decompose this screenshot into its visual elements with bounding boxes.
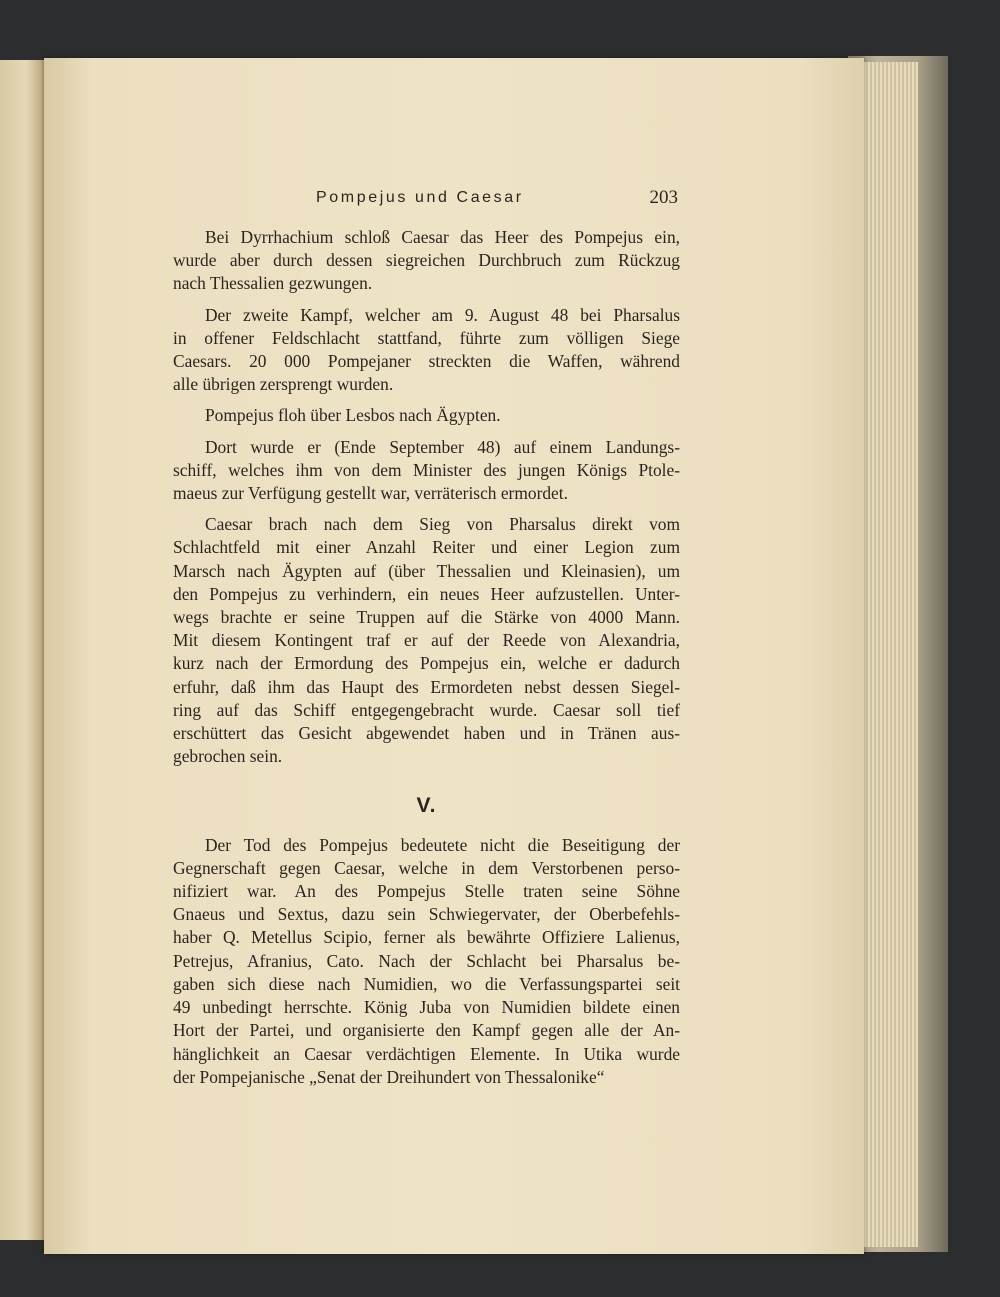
text-line: Petrejus, Afranius, Cato. Nach der Schlacht bei Pharsalus be- xyxy=(173,950,680,971)
text-line: Mit diesem Kontingent traf er auf der Reede von Alexandria, xyxy=(173,630,680,651)
text-line: alle übrigen zersprengt wurden. xyxy=(173,374,394,395)
text-line: der Pompejanische „Senat der Dreihundert von Thessalonike“ xyxy=(173,1066,605,1087)
text-line: wurde aber durch dessen siegreichen Durchbruch zum Rückzug xyxy=(173,250,680,271)
text-line: Caesars. 20 000 Pompejaner streckten die Waffen, während xyxy=(173,351,680,372)
paragraph-gap xyxy=(173,505,680,513)
text-line: Gnaeus und Sextus, dazu sein Schwiegervater, der Oberbefehls- xyxy=(173,904,680,925)
left-page-edge xyxy=(0,60,44,1240)
body-text xyxy=(173,226,680,1089)
text-line: maeus zur Verfügung gestellt war, verräterisch ermordet. xyxy=(173,483,568,504)
paragraph-gap xyxy=(173,428,680,436)
text-line: Der zweite Kampf, welcher am 9. August 48 bei Pharsalus xyxy=(205,304,680,325)
text-line: Der Tod des Pompejus bedeutete nicht die Beseitigung der xyxy=(205,834,680,855)
text-line: Hort der Partei, und organisierte den Kampf gegen alle der An- xyxy=(173,1020,680,1041)
text-line: nach Thessalien gezwungen. xyxy=(173,273,373,294)
text-line: schiff, welches ihm von dem Minister des jungen Königs Ptole- xyxy=(173,459,680,480)
paragraph xyxy=(173,304,680,397)
paragraph xyxy=(173,226,680,296)
paragraph xyxy=(173,513,680,768)
text-line: Marsch nach Ägypten auf (über Thessalien und Kleinasien), um xyxy=(173,560,680,581)
text-line: in offener Feldschlacht stattfand, führte zum völligen Siege xyxy=(173,327,680,348)
page-header xyxy=(316,189,678,213)
paragraph xyxy=(173,436,680,506)
page-stack-edge xyxy=(860,62,918,1247)
section-heading: V. xyxy=(416,794,437,818)
text-line: hänglichkeit an Caesar verdächtigen Elemente. In Utika wurde xyxy=(173,1043,680,1064)
text-line: kurz nach der Ermordung des Pompejus ein, welche er dadurch xyxy=(173,653,680,674)
text-line: Schlachtfeld mit einer Anzahl Reiter und einer Legion zum xyxy=(173,537,680,558)
paragraphs-before-section xyxy=(173,226,680,768)
page-number: 203 xyxy=(649,187,678,208)
text-line: Pompejus floh über Lesbos nach Ägypten. xyxy=(205,405,501,426)
text-line: erfuhr, daß ihm das Haupt des Ermordeten nebst dessen Siegel- xyxy=(173,676,680,697)
paragraph-gap xyxy=(173,396,680,404)
text-line: wegs brachte er seine Truppen auf die Stärke von 4000 Mann. xyxy=(173,607,680,628)
text-line: 49 unbedingt herrschte. König Juba von Numidien bildete einen xyxy=(173,997,680,1018)
text-line: Dort wurde er (Ende September 48) auf einem Landungs- xyxy=(205,436,680,457)
text-line: nifiziert war. An des Pompejus Stelle traten seine Söhne xyxy=(173,881,680,902)
text-line: Gegnerschaft gegen Caesar, welche in dem Verstorbenen perso- xyxy=(173,857,680,878)
running-title: Pompejus und Caesar xyxy=(316,189,524,206)
paragraph xyxy=(173,834,680,1089)
paragraphs-after-section xyxy=(173,834,680,1089)
text-line: gaben sich diese nach Numidien, wo die Verfassungspartei seit xyxy=(173,973,680,994)
text-line: gebrochen sein. xyxy=(173,746,283,767)
text-line: Bei Dyrrhachium schloß Caesar das Heer des Pompejus ein, xyxy=(205,227,680,247)
paragraph-gap xyxy=(173,296,680,304)
paragraph xyxy=(173,404,680,427)
text-line: Caesar brach nach dem Sieg von Pharsalus direkt vom xyxy=(205,514,680,535)
text-line: ring auf das Schiff entgegengebracht wurde. Caesar soll tief xyxy=(173,699,680,720)
text-line: erschüttert das Gesicht abgewendet haben und in Tränen aus- xyxy=(173,723,680,744)
text-line: haber Q. Metellus Scipio, ferner als bewährte Offiziere Lalienus, xyxy=(173,927,680,948)
text-line: den Pompejus zu verhindern, ein neues Heer aufzustellen. Unter- xyxy=(173,583,680,604)
